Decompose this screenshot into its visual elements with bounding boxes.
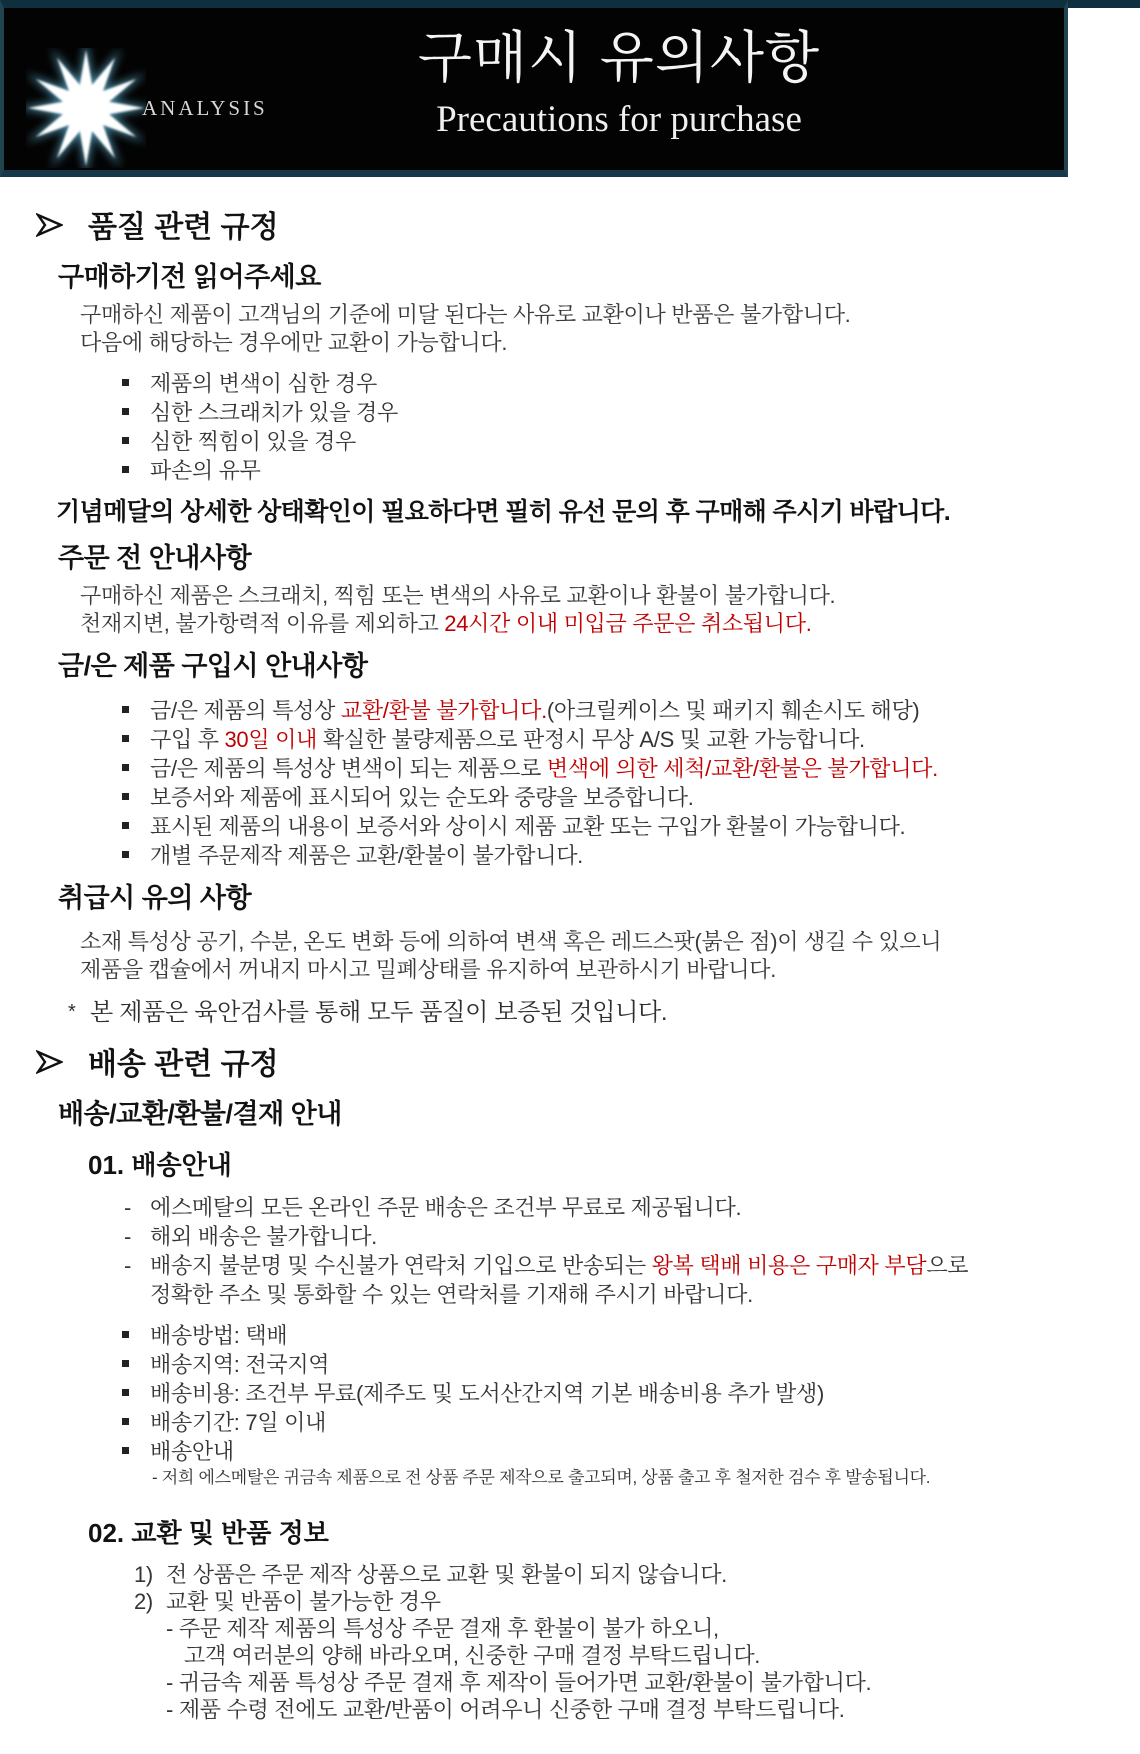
text-segment: 천재지변, 불가항력적 이유를 제외하고 [80,611,445,636]
text-segment: 배송지 불분명 및 수신불가 연락처 기입으로 반송되는 [150,1253,652,1278]
warning-text: 교환/환불 불가합니다. [340,698,547,723]
square-bullet-icon [122,764,129,771]
square-bullet-icon [122,851,129,858]
text-segment: 배송안내 [150,1439,234,1464]
list-marker: 1) [134,1562,153,1587]
text-segment: 구입 후 [150,727,225,752]
text-segment: 다음에 해당하는 경우에만 교환이 가능합니다. [80,330,508,355]
text-segment: 교환 및 반품이 불가능한 경우 [166,1589,441,1614]
text-segment: 에스메탈의 모든 온라인 주문 배송은 조건부 무료로 제공됩니다. [150,1195,742,1220]
bullet-item [0,1380,1140,1407]
bullet-item [0,1351,1140,1378]
body-text [0,929,1140,955]
dash-item [0,1194,1140,1221]
sub-heading [0,881,1140,915]
text-segment: 배송방법: 택배 [150,1323,288,1348]
text-segment: 배송지역: 전국지역 [150,1352,330,1377]
text-segment: 정확한 주소 및 통화할 수 있는 연락처를 기재해 주시기 바랍니다. [150,1282,753,1307]
text-segment: 구매하신 제품이 고객님의 기준에 미달 된다는 사유로 교환이나 반품은 불가합니다. [80,302,851,327]
text-segment: 소재 특성상 공기, 수분, 온도 변화 등에 의하여 변색 혹은 레드스팟(붉은 점)이 생길 수 있으니 [80,929,942,954]
text-segment: 보증서와 제품에 표시되어 있는 순도와 중량을 보증합니다. [150,785,694,810]
small-note [0,1467,1140,1489]
bullet-item [0,726,1140,753]
text-segment: - 귀금속 제품 특성상 주문 결재 후 제작이 들어가면 교환/환불이 불가합니다. [166,1670,872,1695]
square-bullet-icon [122,437,129,444]
square-bullet-icon [122,1447,129,1454]
square-bullet-icon [122,379,129,386]
square-bullet-icon [122,1331,129,1338]
text-segment: 01. 배송안내 [88,1150,232,1180]
text-segment: 금/은 제품의 특성상 변색이 되는 제품으로 [150,756,547,781]
body-text [0,611,1140,637]
square-bullet-icon [122,1360,129,1367]
square-bullet-icon [122,822,129,829]
bullet-item [0,755,1140,782]
text-segment: 배송기간: 7일 이내 [150,1410,327,1435]
text-segment: 확실한 불량제품으로 판정시 무상 A/S 및 교환 가능합니다. [317,727,865,752]
text-segment: 금/은 제품의 특성상 [150,698,341,723]
body-text [0,957,1140,983]
continuation-line [0,1281,1140,1308]
page-subtitle: Precautions for purchase [436,99,802,140]
arrow-icon [36,210,88,248]
text-segment: 제품의 변색이 심한 경우 [150,371,377,396]
text-segment: - 제품 수령 전에도 교환/반품이 어려우니 신중한 구매 결정 부탁드립니다. [166,1697,845,1722]
text-segment: 심한 스크래치가 있을 경우 [150,400,398,425]
bullet-item [0,813,1140,840]
list-marker: - [124,1224,132,1249]
bullet-item [0,457,1140,484]
square-bullet-icon [122,466,129,473]
page-title: 구매시 유의사항 [417,26,821,89]
body-text [0,583,1140,609]
text-segment: 본 제품은 육안검사를 통해 모두 품질이 보증된 것입니다. [90,999,668,1026]
square-bullet-icon [122,408,129,415]
text-segment: 심한 찍힘이 있을 경우 [150,429,357,454]
square-bullet-icon [122,1389,129,1396]
text-segment: 고객 여러분의 양해 바라오며, 신중한 구매 결정 부탁드립니다. [184,1643,761,1668]
text-segment: - 저희 에스메탈은 귀금속 제품으로 전 상품 주문 제작으로 출고되며, 상품 출고 후 철저한 검수 후 발송됩니다. [152,1468,931,1487]
arrow-icon [36,1047,88,1085]
text-segment: 파손의 유무 [150,458,261,483]
sub-heading [0,260,1140,294]
body-text [0,330,1140,356]
numbered-item [0,1589,1140,1615]
bullet-item [0,399,1140,426]
text-segment: 구매하신 제품은 스크래치, 찍힘 또는 변색의 사유로 교환이나 환불이 불가합니다. [80,583,836,608]
text-segment: 품질 관련 규정 [88,211,279,244]
text-segment: 전 상품은 주문 제작 상품으로 교환 및 환불이 되지 않습니다. [166,1562,727,1587]
dash-item [0,1223,1140,1250]
text-segment: 제품을 캡슐에서 꺼내지 마시고 밀폐상태를 유지하여 보관하시기 바랍니다. [80,957,777,982]
warning-text: 변색에 의한 세척/교환/환불은 불가합니다. [546,756,938,781]
numbered-heading [0,1149,1140,1182]
sub-heading [0,1097,1140,1131]
document-body [0,177,1140,1754]
square-bullet-icon [122,735,129,742]
bullet-item [0,428,1140,455]
text-segment: 금/은 제품 구입시 안내사항 [58,651,368,681]
warning-text: 왕복 택배 비용은 구매자 부담 [651,1253,927,1278]
sub-dash-item [0,1697,1140,1723]
sub-dash-item [0,1670,1140,1696]
note-line [0,997,1140,1028]
bullet-item [0,784,1140,811]
text-segment: 배송/교환/환불/결재 안내 [58,1099,342,1129]
text-segment: 구매하기전 읽어주세요 [58,262,321,292]
text-segment: 취급시 유의 사항 [58,883,252,913]
bullet-item [0,1438,1140,1465]
list-marker: 2) [134,1589,153,1614]
list-marker: * [68,1001,76,1023]
text-segment: 02. 교환 및 반품 정보 [88,1518,329,1548]
section-heading [0,1046,1140,1085]
body-text [0,302,1140,328]
numbered-item [0,1562,1140,1588]
text-segment: 배송비용: 조건부 무료(제주도 및 도서산간지역 기본 배송비용 추가 발생) [150,1381,824,1406]
text-segment: 주문 전 안내사항 [58,543,252,573]
sub-dash-item [0,1616,1140,1642]
text-segment: 배송 관련 규정 [88,1048,279,1081]
text-segment: (아크릴케이스 및 패키지 훼손시도 해당) [546,698,920,723]
list-marker: - [124,1195,132,1220]
square-bullet-icon [122,706,129,713]
starburst-logo-icon [26,48,146,168]
list-marker: - [124,1253,132,1278]
bullet-item [0,1409,1140,1436]
text-segment: 개별 주문제작 제품은 교환/환불이 불가합니다. [150,843,583,868]
sub-continuation-line [0,1643,1140,1669]
warning-text: 30일 이내 [224,727,318,752]
title-block [184,24,1054,142]
text-segment: - 주문 제작 제품의 특성상 주문 결재 후 환불이 불가 하오니, [166,1616,719,1641]
text-segment: 표시된 제품의 내용이 보증서와 상이시 제품 교환 또는 구입가 환불이 가능합니다. [150,814,906,839]
header-box [0,0,1068,177]
sub-heading [0,541,1140,575]
bullet-item [0,370,1140,397]
header-banner [0,0,1140,177]
text-segment: 으로 [926,1253,969,1278]
numbered-heading [0,1517,1140,1550]
logo-text: ANALYSIS [142,96,268,120]
sub-heading [0,649,1140,683]
bullet-item [0,842,1140,869]
warning-text: 24시간 이내 미입금 주문은 취소됩니다. [444,611,812,636]
emphasis-line [0,496,1140,529]
section-heading [0,209,1140,248]
bullet-item [0,697,1140,724]
bullet-item [0,1322,1140,1349]
square-bullet-icon [122,1418,129,1425]
dash-item [0,1252,1140,1279]
text-segment: 기념메달의 상세한 상태확인이 필요하다면 필히 유선 문의 후 구매해 주시기 바랍니다. [56,498,951,526]
text-segment: 해외 배송은 불가합니다. [150,1224,377,1249]
square-bullet-icon [122,793,129,800]
